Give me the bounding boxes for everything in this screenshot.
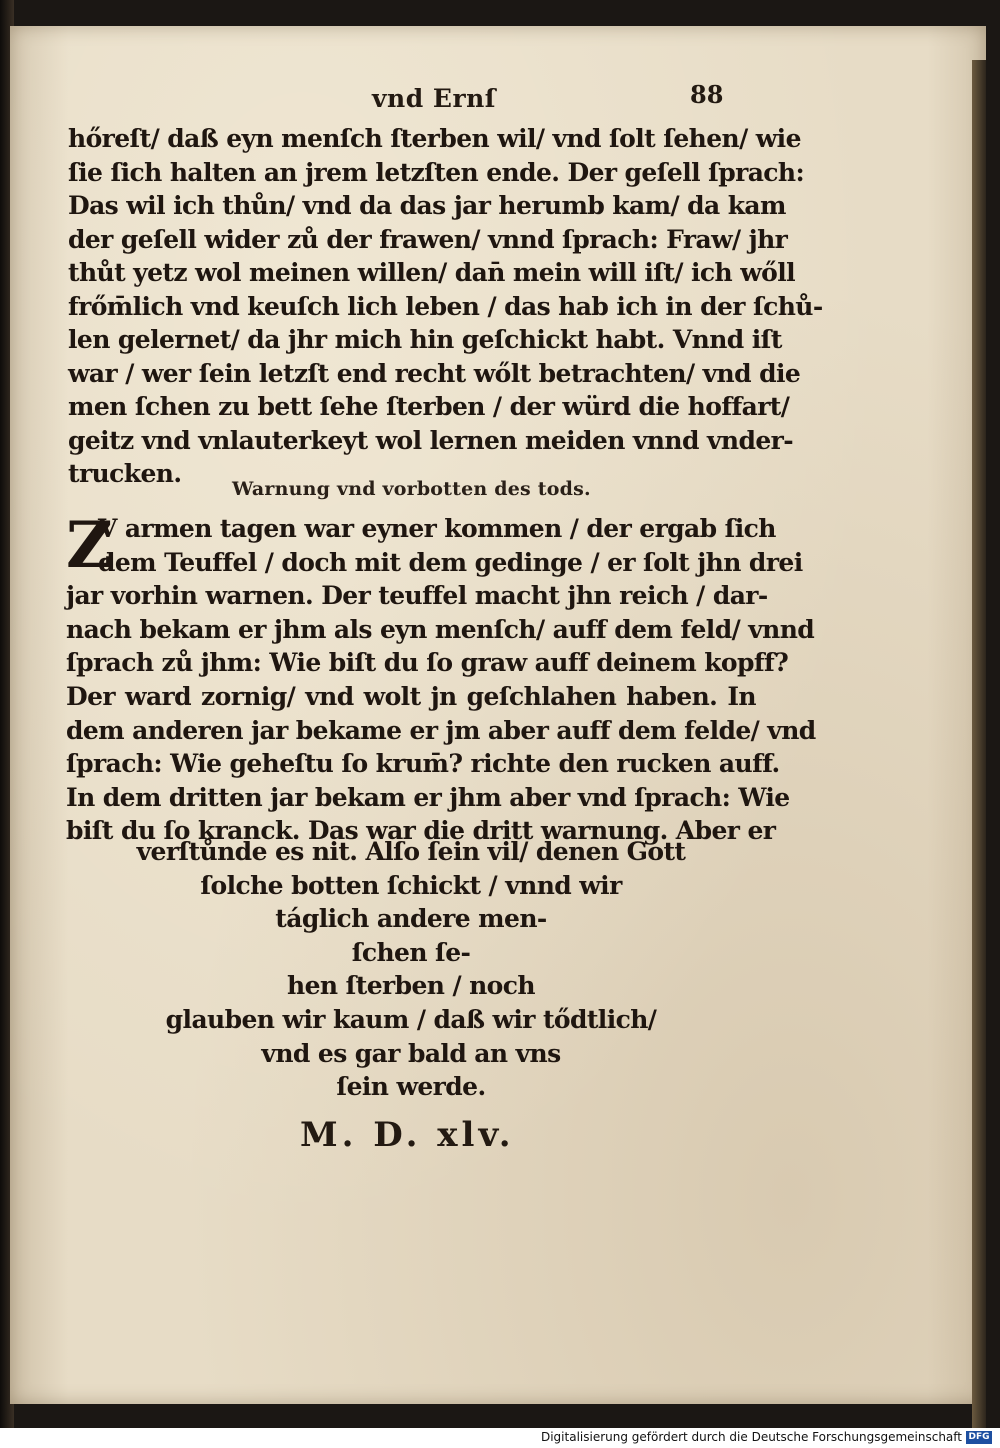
- footer-credit: Digitalisierung gefördert durch die Deutsche Forschungsgemeinschaft: [540, 1430, 962, 1444]
- text-line: glauben wir kaum / daß wir tődtlich/: [165, 1004, 657, 1034]
- text-line: len gelernet/ da jhr mich hin geſchickt habt. Vnnd iſt: [68, 325, 782, 354]
- text-line: Das wil ich thůn/ vnd da das jar herumb kam/ da kam: [68, 191, 786, 220]
- imprint-date: M. D. xlv.: [300, 1115, 515, 1155]
- drop-cap: Z: [66, 508, 113, 583]
- page-edge-right: [972, 60, 986, 1430]
- tailpiece-text: [66, 835, 756, 1104]
- text-line: ſprach zů jhm: Wie biſt du ſo graw auff deinem kopff?: [66, 648, 789, 678]
- dfg-logo-icon: DFG: [966, 1431, 992, 1444]
- text-line: hőreſt/ daß eyn menſch ſterben wil/ vnd ſolt ſehen/ wie: [68, 124, 801, 153]
- text-line: verſtůnde es nit. Alſo ſein vil/ denen Gott: [136, 837, 686, 866]
- text-line: dem anderen jar bekame er jm aber auff dem felde/ vnd: [66, 715, 816, 745]
- section-heading: Warnung vnd vorbotten des tods.: [232, 478, 591, 500]
- text-line: hen ſterben / noch: [287, 971, 535, 1001]
- text-line: In dem dritten jar bekam er jhm aber vnd ſprach: Wie: [66, 782, 790, 812]
- text-line: jar vorhin warnen. Der teuffel macht jhn reich / dar-: [66, 581, 768, 611]
- text-line: der geſell wider zů der frawen/ vnnd ſprach: Fraw/ jhr: [68, 224, 788, 254]
- text-line: war / wer ſein letzſt end recht wőlt betrachten/ vnd die: [68, 358, 801, 388]
- text-line: dem Teuffel / doch mit dem gedinge / er ſolt jhn drei: [98, 547, 803, 577]
- page-header: [0, 80, 1000, 120]
- text-line: ſchen ſe-: [351, 937, 471, 967]
- text-line: táglich andere men-: [275, 904, 547, 934]
- text-line: ſolche botten ſchickt / vnnd wir: [200, 870, 622, 900]
- text-line: vnd es gar bald an vns: [261, 1038, 561, 1068]
- digitization-footer: [0, 1428, 1000, 1448]
- text-line: V armen tagen war eyner kommen / der ergab ſich: [98, 514, 776, 543]
- text-line: Der ward zornig/ vnd wolt jn geſchlahen haben. In: [66, 681, 756, 711]
- text-line: geitz vnd vnlauterkeyt wol lernen meiden vnnd vnder-: [68, 425, 793, 455]
- text-line: biſt du ſo kranck. Das war die dritt warnung. Aber er: [66, 816, 776, 846]
- folio-number: 88: [690, 80, 724, 109]
- paragraph-2: [66, 508, 816, 848]
- text-line: frőm̄lich vnd keuſch lich leben / das hab ich in der ſchů-: [68, 291, 823, 321]
- text-line: ſprach: Wie geheſtu ſo krum̄? richte den rucken auff.: [66, 749, 780, 779]
- text-line: ſein werde.: [336, 1072, 486, 1102]
- text-line: men ſchen zu bett ſehe ſterben / der würd die hoffart/: [68, 392, 790, 421]
- paragraph-1: [68, 122, 823, 491]
- text-line: thůt yetz wol meinen willen/ dan̄ mein will iſt/ ich wőll: [68, 258, 796, 287]
- text-line: trucken.: [68, 459, 182, 488]
- running-head: vnd Ernſ: [372, 84, 497, 113]
- text-line: nach bekam er jhm als eyn menſch/ auff dem feld/ vnnd: [66, 614, 815, 644]
- text-line: ſie ſich halten an jrem letzſten ende. Der geſell ſprach:: [68, 157, 805, 187]
